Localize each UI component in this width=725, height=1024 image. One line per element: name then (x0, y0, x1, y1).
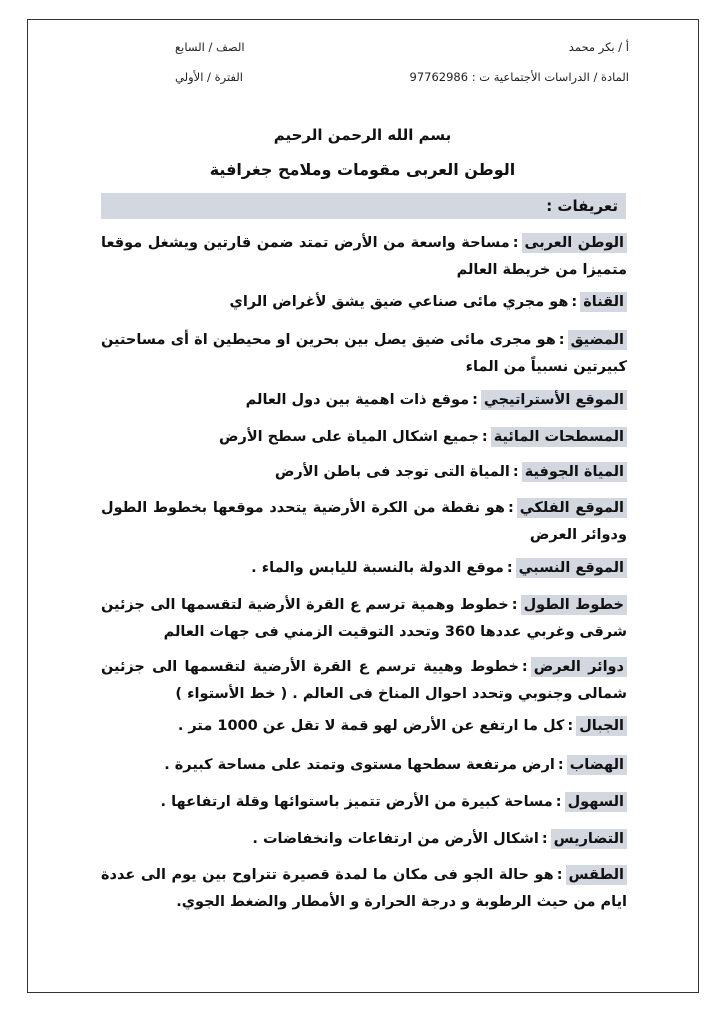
definition-text: المياة التى توجد فى باطن الأرض (274, 464, 510, 480)
definition-entry: السهول:مساحة كبيرة من الأرض تتميز باستوائها وقلة ارتفاعها . (101, 789, 627, 816)
definition-entry: المسطحات المائية:جميع اشكال المياة على سطح الأرض (101, 424, 627, 451)
definition-text: هو مجري مائى صناعي ضيق يشق لأغراض الراي (229, 294, 569, 310)
definition-text: هو مجرى مائى ضيق يصل بين بحرين او محيطين اة أى مساحتين كبيرتين نسبياً من الماء (101, 332, 627, 375)
definition-term: الهضاب (567, 755, 627, 775)
definition-text: جميع اشكال المياة على سطح الأرض (218, 429, 479, 445)
definition-text: اشكال الأرض من ارتفاعات وانخفاضات . (252, 831, 539, 847)
page-title: الوطن العربى مقومات وملامح جغرافية (209, 160, 516, 179)
definition-entry: الهضاب:ارض مرتفعة سطحها مستوى وتمتد على مساحة كبيرة . (101, 752, 627, 779)
definition-term: خطوط الطول (521, 595, 627, 615)
definition-term: الموقع الأستراتيجي (481, 390, 627, 410)
definition-text: مساحة كبيرة من الأرض تتميز باستوائها وقلة ارتفاعها . (160, 794, 553, 810)
definition-entry: الموقع الفلكي:هو نقطة من الكرة الأرضية يتحدد موقعها بخطوط الطول ودوائر العرض (101, 500, 627, 543)
definition-term: السهول (565, 792, 627, 812)
definition-term: المضيق (568, 330, 627, 350)
definition-entry: الجبال:كل ما ارتفع عن الأرض لهو قمة لا تقل عن 1000 متر . (101, 713, 627, 740)
definition-entry: المضيق:هو مجرى مائى ضيق يصل بين بحرين او محيطين اة أى مساحتين كبيرتين نسبياً من الماء (101, 332, 627, 375)
definition-term: المياة الجوفية (522, 462, 627, 482)
definition-term: الموقع النسبي (516, 558, 627, 578)
definition-entry: الوطن العربى:مساحة واسعة من الأرض تمتد ضمن قارتين ويشغل موقعا متميزا من خريطة العالم (101, 235, 627, 278)
definition-term: الطقس (566, 865, 627, 885)
definition-text: كل ما ارتفع عن الأرض لهو قمة لا تقل عن 1000 متر . (177, 718, 565, 734)
definition-entry: دوائر العرض:خطوط وهيية ترسم ع القرة الأرضية لتقسمها الى جزئين شمالى وجنوبي وتحدد احوال المناخ فى العالم . ( خط الأستواء ) (101, 659, 627, 702)
definition-entry: الموقع النسبي:موقع الدولة بالنسبة لليابس والماء . (101, 555, 627, 582)
definition-text: خطوط وهمية ترسم ع القرة الأرضية لتقسمها الى جزئين شرقى وغربي عددها 360 وتحدد التوقيت الزمني فى جهات العالم (101, 597, 627, 640)
definition-entry: التضاريس:اشكال الأرض من ارتفاعات وانخفاضات . (101, 826, 627, 853)
definition-term: التضاريس (551, 829, 627, 849)
definition-text: مساحة واسعة من الأرض تمتد ضمن قارتين ويشغل موقعا متميزا من خريطة العالم (101, 235, 627, 278)
definition-term: الوطن العربى (522, 233, 627, 253)
definition-term: الموقع الفلكي (517, 498, 627, 518)
definition-text: خطوط وهيية ترسم ع القرة الأرضية لتقسمها الى جزئين شمالى وجنوبي وتحدد احوال المناخ فى العالم . ( خط الأستواء ) (101, 659, 627, 702)
subject-label: المادة / الدراسات الأجتماعية ت : 97762986 (409, 70, 629, 84)
basmala: بسم الله الرحمن الرحيم (273, 126, 452, 144)
definition-entry: القناة:هو مجري مائى صناعي ضيق يشق لأغراض الراي (101, 289, 627, 316)
definition-term: الجبال (576, 716, 627, 736)
definition-text: ارض مرتفعة سطحها مستوى وتمتد على مساحة كبيرة . (164, 757, 555, 773)
definition-text: موقع ذات اهمية بين دول العالم (245, 392, 470, 408)
definition-entry: الموقع الأستراتيجي:موقع ذات اهمية بين دول العالم (101, 387, 627, 414)
definition-entry: خطوط الطول:خطوط وهمية ترسم ع القرة الأرضية لتقسمها الى جزئين شرقى وغربي عددها 360 وتحدد التوقيت الزمني فى جهات العالم (101, 597, 627, 640)
definitions-header: تعريفات : (101, 193, 626, 219)
grade-label: الصف / السابع (175, 40, 245, 54)
definition-entry: الطقس:هو حالة الجو فى مكان ما لمدة قصيرة تتراوح بين يوم الى عددة ايام من حيث الرطوبة و درجة الحرارة و الأمطار والضغط الجوي. (101, 867, 627, 910)
definition-entry: المياة الجوفية:المياة التى توجد فى باطن الأرض (101, 459, 627, 486)
definition-text: هو حالة الجو فى مكان ما لمدة قصيرة تتراوح بين يوم الى عددة ايام من حيث الرطوبة و درجة الحرارة و الأمطار والضغط الجوي. (101, 867, 627, 910)
definition-text: موقع الدولة بالنسبة لليابس والماء . (251, 560, 504, 576)
definition-text: هو نقطة من الكرة الأرضية يتحدد موقعها بخطوط الطول ودوائر العرض (101, 500, 627, 543)
definition-term: المسطحات المائية (491, 427, 627, 447)
term-label: الفترة / الأولي (175, 70, 243, 84)
definition-term: القناة (580, 292, 627, 312)
teacher-name: أ / بكر محمد (568, 40, 629, 54)
definition-term: دوائر العرض (531, 657, 627, 677)
